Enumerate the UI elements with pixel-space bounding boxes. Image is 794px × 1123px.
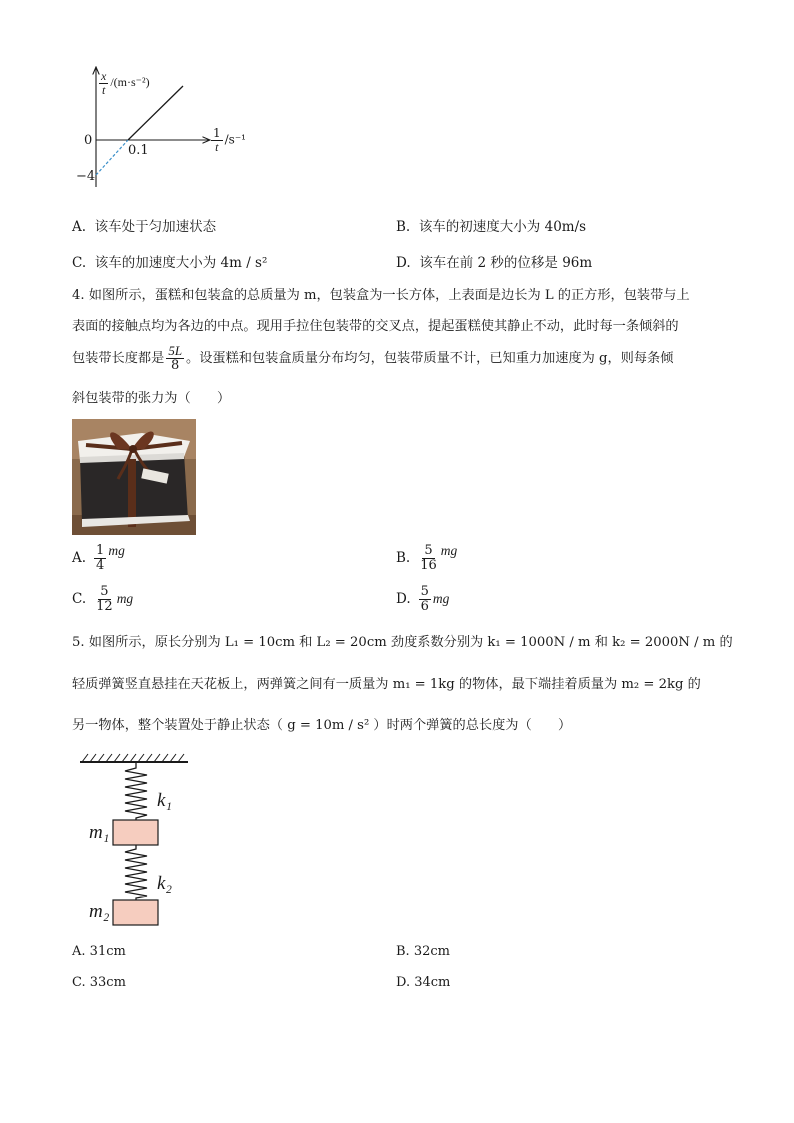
y-tick-label: −4 bbox=[76, 169, 96, 184]
q4-line-4: 斜包装带的张力为（ ） bbox=[72, 391, 231, 406]
option-letter: D. bbox=[396, 255, 411, 271]
option-letter: A. bbox=[72, 550, 87, 567]
option-letter: D. bbox=[396, 591, 411, 608]
option-den: 16 bbox=[420, 557, 437, 573]
origin-label: 0 bbox=[84, 133, 93, 148]
q4-option-d[interactable] bbox=[396, 585, 449, 613]
option-tail: mg bbox=[108, 543, 125, 559]
spring-k1 bbox=[125, 762, 147, 820]
y-label-den: t bbox=[101, 82, 106, 97]
label-k1: k₁ bbox=[157, 790, 173, 811]
q4-line-3 bbox=[72, 344, 673, 372]
q3-option-c[interactable] bbox=[72, 251, 267, 271]
q4-option-b[interactable] bbox=[396, 544, 457, 572]
q5-line-1: 5. 如图所示，原长分别为 L₁ = 10cm 和 L₂ = 20cm 劲度系数分别为 k₁ = 1000N / m 和 k₂ = 2000N / m 的 bbox=[72, 635, 733, 650]
option-num: 1 bbox=[96, 543, 105, 558]
x-label-unit: /s⁻¹ bbox=[224, 132, 246, 147]
option-text: 该车在前 2 秒的位移是 96m bbox=[419, 255, 593, 271]
q5-option-c[interactable] bbox=[72, 975, 126, 990]
q4-line-2: 表面的接触点均为各边的中点。现用手拉住包装带的交叉点，提起蛋糕使其静止不动，此时每一条倾斜的 bbox=[72, 319, 679, 334]
option-text: 该车的加速度大小为 4m / s² bbox=[94, 255, 268, 271]
q4-line-3-post: 。设蛋糕和包装盒质量分布均匀，包装带质量不计，已知重力加速度为 g，则每条倾 bbox=[186, 350, 674, 366]
label-k2: k₂ bbox=[157, 873, 173, 894]
option-letter: A. bbox=[72, 219, 87, 235]
q3-option-d[interactable] bbox=[396, 251, 592, 271]
x-tick-label: 0.1 bbox=[128, 143, 149, 158]
y-label-num: x bbox=[101, 69, 107, 83]
q5-option-d[interactable] bbox=[396, 975, 450, 990]
option-den: 12 bbox=[96, 598, 113, 614]
option-letter: C. bbox=[72, 591, 87, 608]
option-tail: mg bbox=[432, 591, 450, 607]
q4-frac-num: 5L bbox=[168, 343, 183, 358]
option-text: 该车的初速度大小为 40m/s bbox=[418, 219, 587, 235]
q4-option-c[interactable] bbox=[72, 585, 133, 613]
option-tail: mg bbox=[116, 591, 134, 607]
option-letter: B. bbox=[396, 219, 411, 235]
x-label-num: 1 bbox=[213, 126, 221, 140]
y-label-unit: /(m·s⁻²) bbox=[110, 75, 150, 90]
option-letter: C. bbox=[72, 255, 87, 271]
option-den: 6 bbox=[420, 598, 429, 614]
q4-frac-den: 8 bbox=[171, 357, 180, 373]
option-tail: mg bbox=[440, 543, 458, 559]
option-text: 该车处于匀加速状态 bbox=[94, 219, 217, 235]
option-num: 5 bbox=[100, 584, 109, 599]
option-text: 34cm bbox=[414, 975, 451, 990]
q4-line-3-pre: 包装带长度都是 bbox=[72, 350, 165, 366]
q4-line-1: 4. 如图所示，蛋糕和包装盒的总质量为 m，包装盒为一长方体，上表面是边长为 L 的正方形，包装带与上 bbox=[72, 288, 690, 303]
option-den: 4 bbox=[96, 557, 105, 573]
graph-dashed-line bbox=[96, 140, 128, 175]
x-label-den: t bbox=[215, 139, 219, 154]
spring-k2 bbox=[125, 845, 147, 900]
label-m1: m₁ bbox=[89, 822, 110, 843]
q5-option-a[interactable] bbox=[72, 944, 126, 959]
q5-option-b[interactable] bbox=[396, 944, 450, 959]
option-num: 5 bbox=[420, 584, 429, 599]
ceiling-hatch bbox=[82, 754, 184, 762]
y-axis-label bbox=[97, 70, 150, 96]
q3-option-a[interactable] bbox=[72, 215, 216, 235]
q3-option-b[interactable] bbox=[396, 215, 586, 235]
label-m2: m₂ bbox=[89, 901, 110, 922]
option-letter: B. bbox=[396, 944, 410, 959]
option-num: 5 bbox=[424, 543, 433, 558]
option-text: 33cm bbox=[89, 975, 126, 990]
block-m1 bbox=[113, 820, 158, 845]
x-axis-label bbox=[209, 127, 246, 153]
option-text: 32cm bbox=[413, 944, 450, 959]
q5-line-3: 另一物体，整个装置处于静止状态（ g = 10m / s² ）时两个弹簧的总长度为（ ） bbox=[72, 718, 572, 733]
block-m2 bbox=[113, 900, 158, 925]
option-letter: A. bbox=[72, 944, 86, 959]
option-letter: D. bbox=[396, 975, 411, 990]
q4-option-a[interactable] bbox=[72, 544, 125, 572]
cake-box-photo bbox=[72, 419, 196, 535]
option-letter: C. bbox=[72, 975, 86, 990]
option-text: 31cm bbox=[89, 944, 126, 959]
q5-line-2: 轻质弹簧竖直悬挂在天花板上，两弹簧之间有一质量为 m₁ = 1kg 的物体，最下端挂着质量为 m₂ = 2kg 的 bbox=[72, 677, 701, 692]
option-letter: B. bbox=[396, 550, 411, 567]
